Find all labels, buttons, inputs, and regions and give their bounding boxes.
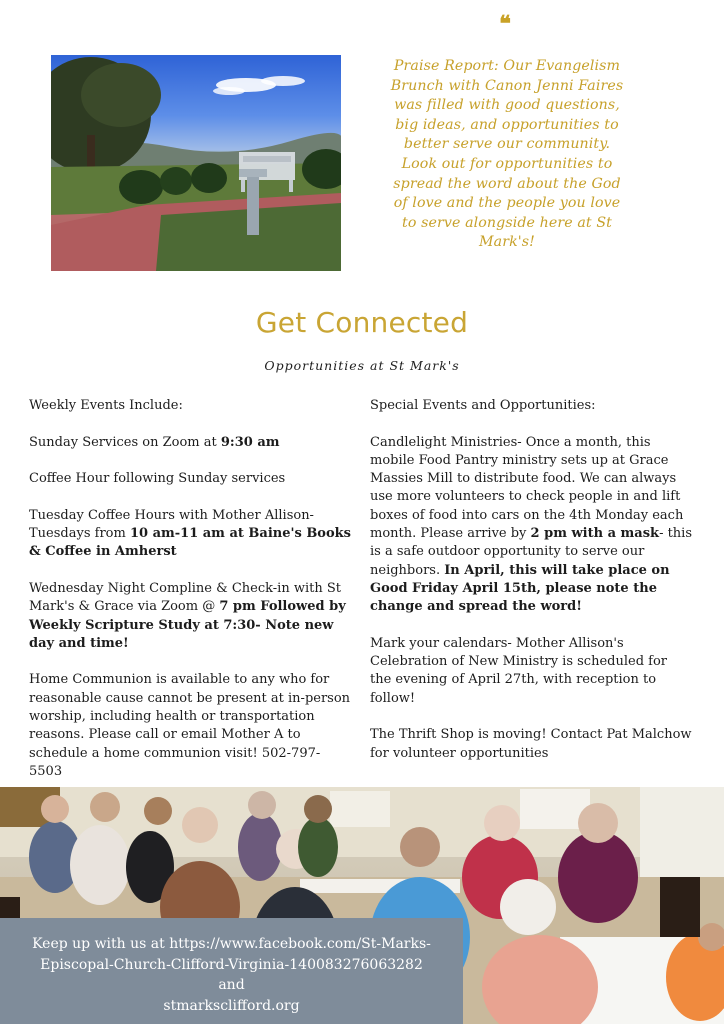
- quote-icon: ❝: [499, 11, 511, 37]
- candlelight-ministries: Candlelight Ministries- Once a month, this mobile Food Pantry ministry sets up at Grace Massies Mill to distribute food. We can always use more volunteers to check people in and lift boxes of food into cars on the 4th Monday each month. Please arrive by 2 pm with a mask- this is a safe outdoor opportunity to serve our neighbors. In April, this will take place on Good Friday April 15th, please note the change and spread the word!: [370, 434, 693, 615]
- page-subtitle: Opportunities at St Mark's: [264, 358, 460, 373]
- special-heading: Special Events and Opportunities:: [370, 398, 596, 413]
- tuesday-coffee: Tuesday Coffee Hours with Mother Allison- Tuesdays from 10 am-11 am at Baine's Books & Coffee in Amherst: [29, 507, 351, 560]
- footer-facebook-link-line1[interactable]: Keep up with us at https://www.facebook.com/St-Marks-: [32, 936, 431, 952]
- footer-and: and: [218, 977, 245, 993]
- thrift-shop: The Thrift Shop is moving! Contact Pat Malchow for volunteer opportunities: [370, 727, 692, 761]
- home-communion: Home Communion is available to any who for reasonable cause cannot be present at in-person worship, including health or transportation reasons. Please call or email Mother A to schedule a home communion visit! 502-797-5503: [29, 672, 351, 779]
- coffee-hour: Coffee Hour following Sunday services: [29, 471, 286, 487]
- celebration-new-ministry: Mark your calendars- Mother Allison's Celebration of New Ministry is scheduled for the evening of April 27th, with reception to follow!: [370, 635, 668, 706]
- garden-photo: [51, 55, 341, 271]
- footer-website-link[interactable]: stmarksclifford.org: [163, 997, 300, 1014]
- weekly-heading: Weekly Events Include:: [29, 398, 183, 413]
- page-title: Get Connected: [255, 306, 469, 339]
- special-events-column: [370, 397, 692, 781]
- footer-banner: [0, 918, 463, 1024]
- footer-facebook-link-line2[interactable]: Episcopal-Church-Clifford-Virginia-140083276063282: [40, 956, 423, 973]
- praise-report-text: Praise Report: Our Evangelism Brunch with Canon Jenni Faires was filled with good questions, big ideas, and opportunities to better serve our community. Look out for opportunities to spread the word about the God of love and the people you love to serve alongside here at St Mark's!: [390, 58, 624, 251]
- sunday-services: Sunday Services on Zoom at 9:30 am: [29, 434, 280, 450]
- wednesday-compline: Wednesday Night Compline & Check-in with St Mark's & Grace via Zoom @ 7 pm Followed by Weekly Scripture Study at 7:30- Note new day and time!: [29, 580, 346, 651]
- weekly-events-column: [29, 397, 351, 800]
- footer-text: [0, 934, 463, 1016]
